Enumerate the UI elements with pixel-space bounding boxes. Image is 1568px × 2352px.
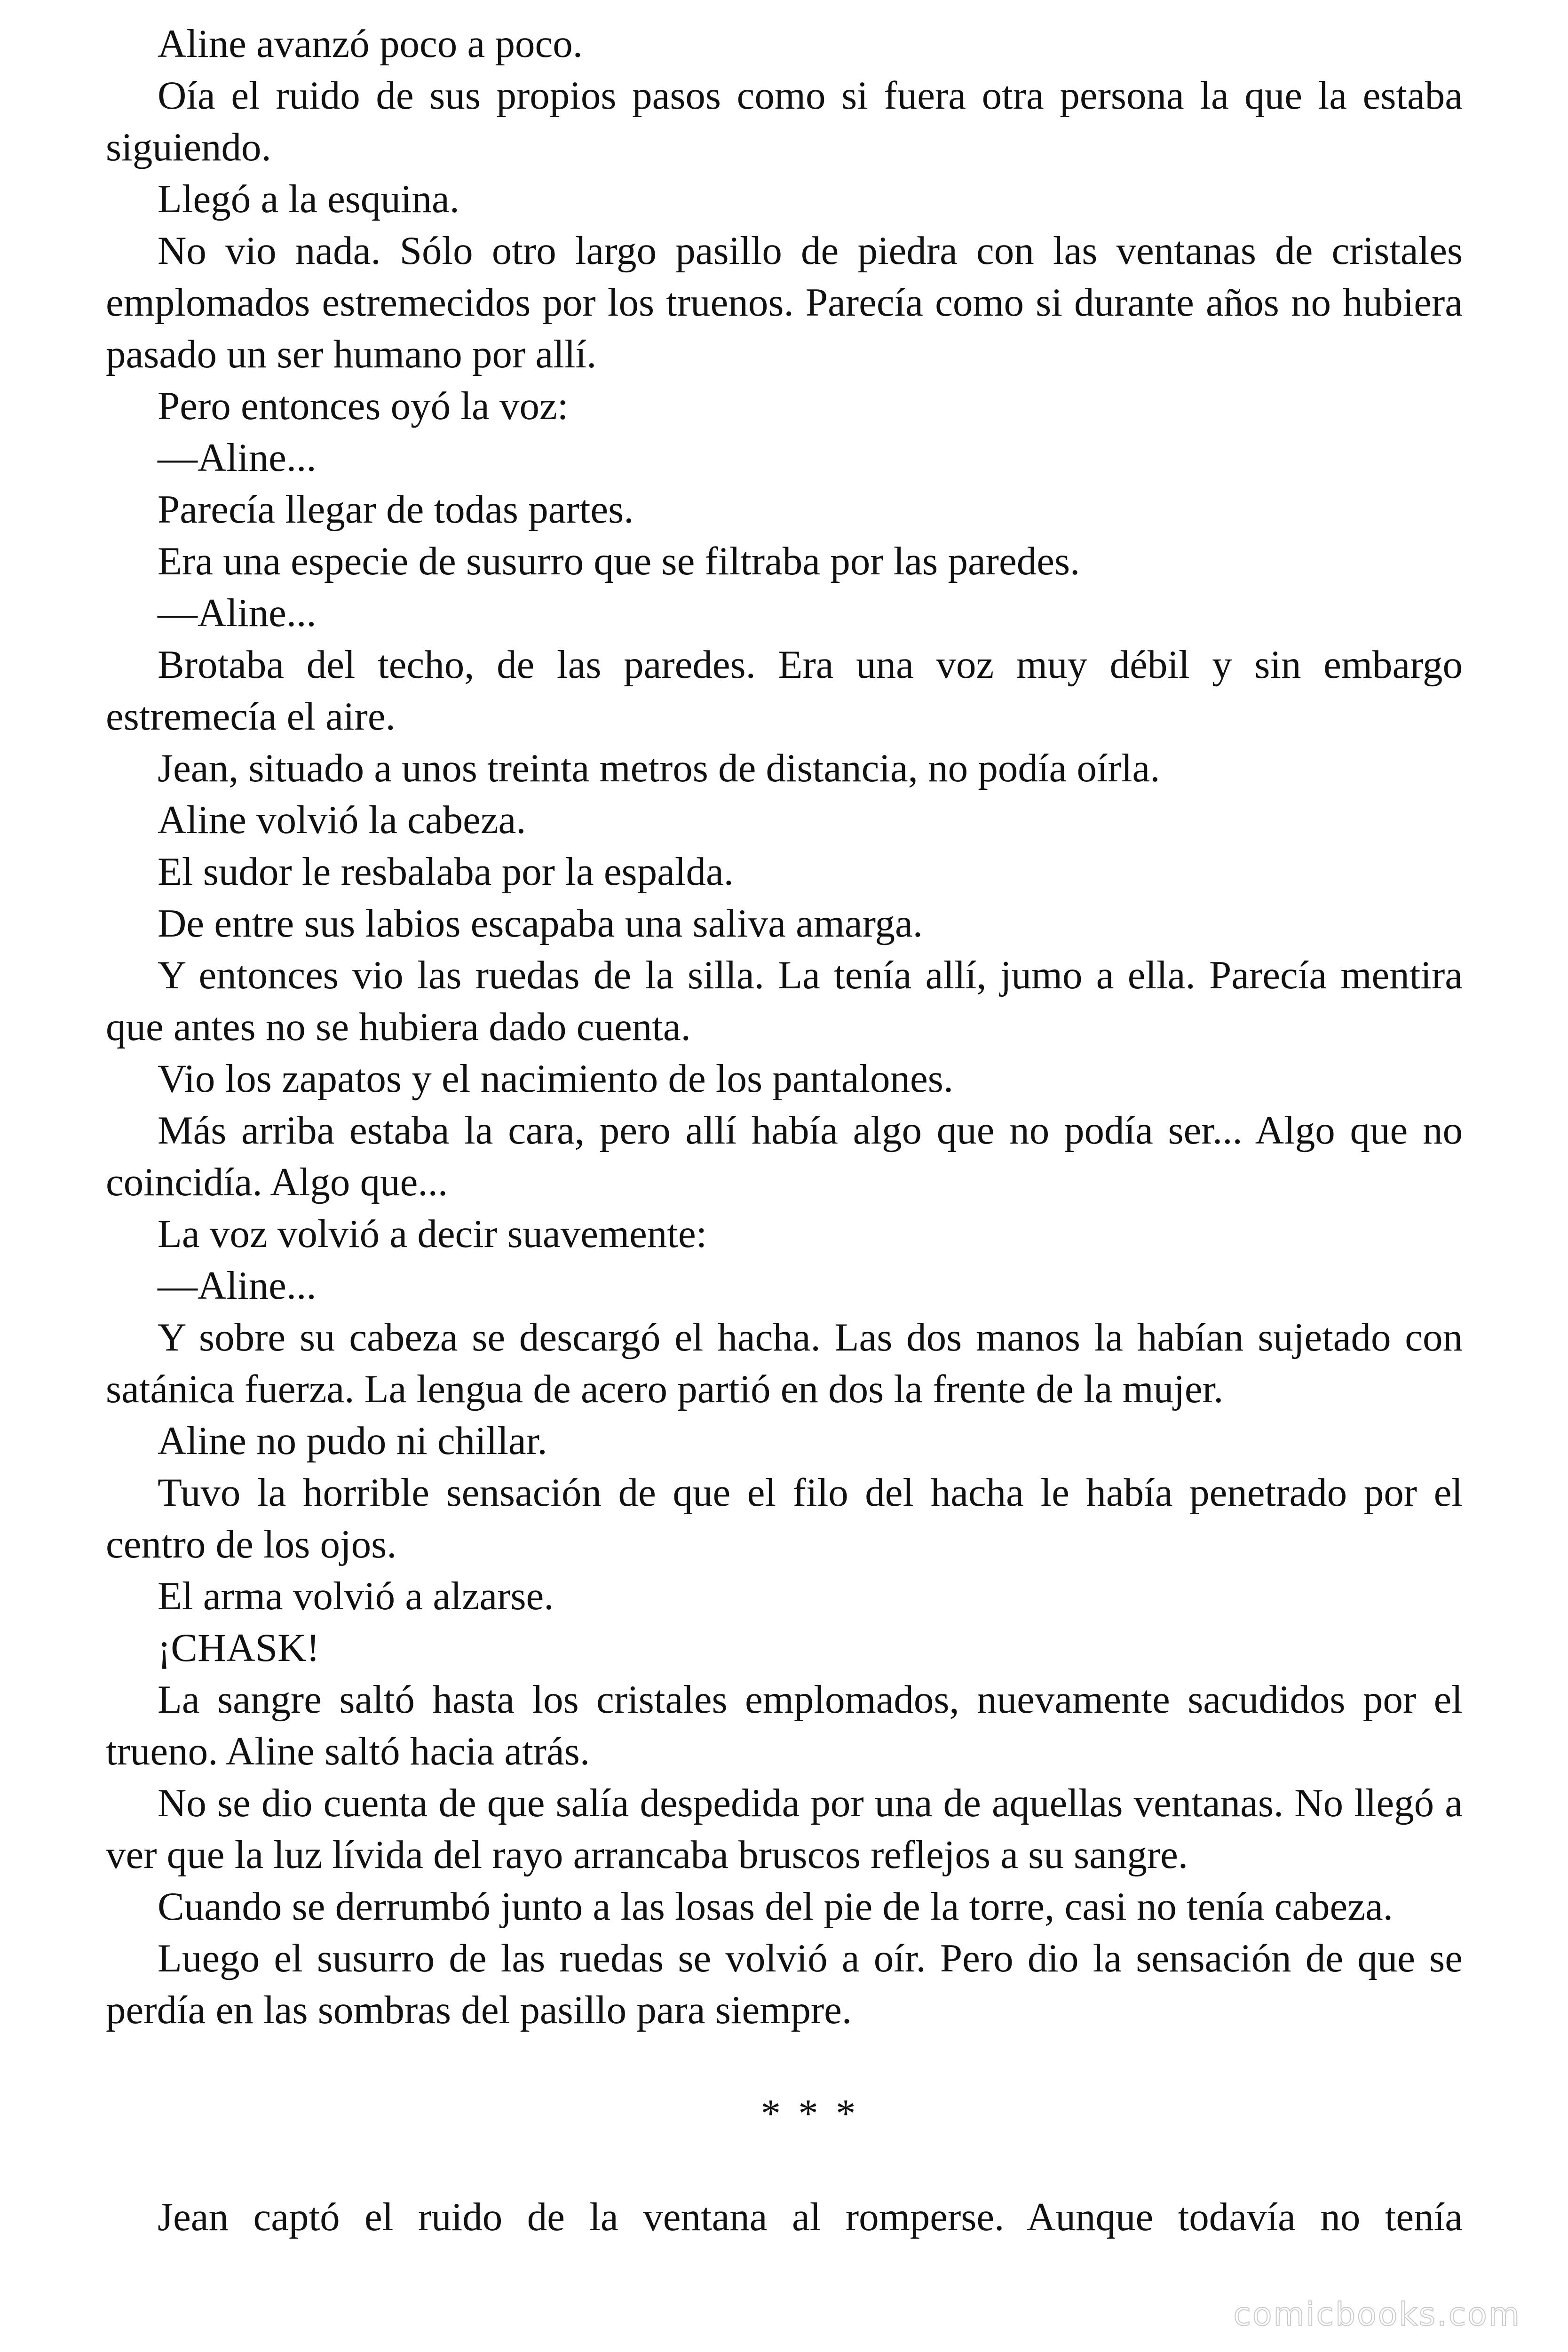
paragraph: Jean, situado a unos treinta metros de distancia, no podía oírla. bbox=[158, 746, 1160, 790]
paragraph: Aline avanzó poco a poco. bbox=[158, 22, 583, 66]
paragraph: —Aline... bbox=[158, 591, 317, 635]
paragraph: Era una especie de susurro que se filtraba por las paredes. bbox=[158, 539, 1080, 583]
paragraph: Más arriba estaba la cara, pero allí había algo que no podía ser... Algo que no coincidía. Algo que... bbox=[106, 1108, 1463, 1204]
paragraph: Y sobre su cabeza se descargó el hacha. Las dos manos la habían sujetado con satánica fuerza. La lengua de acero partió en dos la frente de la mujer. bbox=[106, 1315, 1463, 1411]
paragraph: De entre sus labios escapaba una saliva amarga. bbox=[158, 901, 923, 946]
paragraph: Oía el ruido de sus propios pasos como si fuera otra persona la que la estaba siguiendo. bbox=[106, 73, 1463, 169]
paragraph: Tuvo la horrible sensación de que el filo del hacha le había penetrado por el centro de los ojos. bbox=[106, 1470, 1463, 1566]
paragraph: Vio los zapatos y el nacimiento de los pantalones. bbox=[158, 1057, 954, 1101]
paragraph: —Aline... bbox=[158, 436, 317, 480]
paragraph: Llegó a la esquina. bbox=[158, 177, 459, 221]
paragraph: Aline volvió la cabeza. bbox=[158, 798, 526, 842]
paragraph: La voz volvió a decir suavemente: bbox=[158, 1212, 707, 1256]
paragraph: ¡CHASK! bbox=[158, 1626, 320, 1670]
section-separator: * * * bbox=[760, 2091, 860, 2136]
paragraph: La sangre saltó hasta los cristales emplomados, nuevamente sacudidos por el trueno. Aline saltó hacia atrás. bbox=[106, 1677, 1463, 1773]
paragraph: El arma volvió a alzarse. bbox=[158, 1574, 554, 1618]
paragraph: Luego el susurro de las ruedas se volvió a oír. Pero dio la sensación de que se perdía en las sombras del pasillo para siempre. bbox=[106, 1936, 1463, 2032]
paragraph: No vio nada. Sólo otro largo pasillo de piedra con las ventanas de cristales emplomados estremecidos por los truenos. Parecía como si durante años no hubiera pasado un ser humano por allí. bbox=[106, 229, 1463, 376]
paragraph: No se dio cuenta de que salía despedida por una de aquellas ventanas. No llegó a ver que la luz lívida del rayo arrancaba bruscos reflejos a su sangre. bbox=[106, 1781, 1463, 1877]
paragraph: Pero entonces oyó la voz: bbox=[158, 384, 569, 428]
paragraph: Y entonces vio las ruedas de la silla. La tenía allí, jumo a ella. Parecía mentira que antes no se hubiera dado cuenta. bbox=[106, 953, 1463, 1049]
paragraph: Cuando se derrumbó junto a las losas del pie de la torre, casi no tenía cabeza. bbox=[158, 1884, 1393, 1929]
paragraph: Brotaba del techo, de las paredes. Era una voz muy débil y sin embargo estremecía el aire. bbox=[106, 643, 1463, 739]
paragraph: Aline no pudo ni chillar. bbox=[158, 1419, 547, 1463]
paragraph: Parecía llegar de todas partes. bbox=[158, 487, 634, 532]
paragraph: —Aline... bbox=[158, 1263, 317, 1308]
watermark-logo: comicbooks.com bbox=[1233, 2296, 1521, 2333]
paragraph: Jean captó el ruido de la ventana al romperse. Aunque todavía no tenía bbox=[158, 2195, 1463, 2239]
paragraph: El sudor le resbalaba por la espalda. bbox=[158, 850, 734, 894]
body-text bbox=[106, 18, 1463, 2243]
